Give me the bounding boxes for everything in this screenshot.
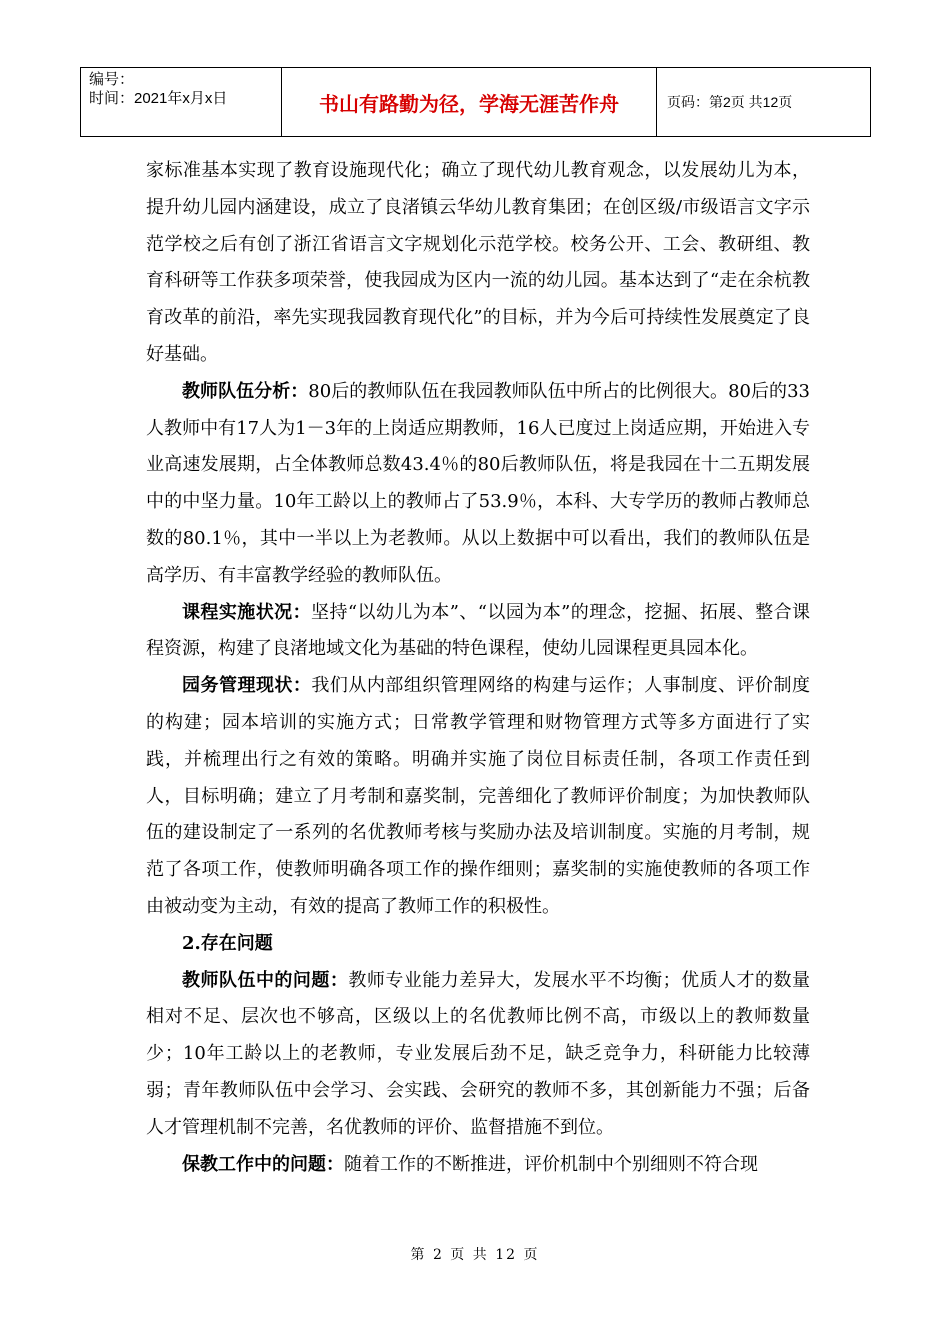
- header-page-number: 页码：第2页 共12页: [667, 94, 793, 110]
- paragraph-text: 坚持“以幼儿为本”、“以园为本”的理念，挖掘、拓展、整合课程资源，构建了良渚地域文化为基础的特色课程，使幼儿园课程更具园本化。: [146, 601, 811, 660]
- header-meta: [81, 68, 282, 136]
- paragraph-text: 家标准基本实现了教育设施现代化；确立了现代幼儿教育观念，以发展幼儿为本，提升幼儿园内涵建设，成立了良渚镇云华幼儿教育集团；在创区级/市级语言文字示范学校之后有创了浙江省语言文字规划化示范学校。校务公开、工会、教研组、教育科研等工作获多项荣誉，使我园成为区内一流的幼儿园。基本达到了“走在余杭教育改革的前沿，率先实现我园教育现代化”的目标，并为今后可持续性发展奠定了良好基础。: [146, 160, 810, 365]
- paragraph-teacher-problems: [146, 963, 810, 1147]
- paragraph-text: 教师专业能力差异大，发展水平不均衡；优质人才的数量相对不足、层次也不够高，区级以上的名优教师比例不高，市级以上的教师数量少；10年工龄以上的老教师，专业发展后劲不足，缺乏竞争力，科研能力比较薄弱；青年教师队伍中会学习、会实践、会研究的教师不多，其创新能力不强；后备人才管理机制不完善，名优教师的评价、监督措施不到位。: [146, 969, 811, 1138]
- document-date-label: 时间：2021年x月x日: [89, 90, 228, 107]
- paragraph-text: 随着工作的不断推进，评价机制中个别细则不符合现: [344, 1153, 758, 1175]
- paragraph-heading: 保教工作中的问题：: [182, 1153, 344, 1175]
- paragraph-heading: 园务管理现状：: [182, 675, 312, 697]
- section-heading-problems: [146, 926, 810, 963]
- paragraph-heading: 教师队伍中的问题：: [182, 969, 349, 991]
- section-heading: 2.存在问题: [182, 932, 273, 954]
- paragraph-care-problems: [146, 1147, 810, 1184]
- document-number-label: 编号：: [89, 71, 135, 88]
- paragraph-teacher-analysis: [146, 374, 810, 595]
- paragraph-text: 我们从内部组织管理网络的构建与运作；人事制度、评价制度的构建；园本培训的实施方式；日常教学管理和财物管理方式等多方面进行了实践，并梳理出行之有效的策略。明确并实施了岗位目标责任制，各项工作责任到人，目标明确；建立了月考制和嘉奖制，完善细化了教师评价制度；为加快教师队伍的建设制定了一系列的名优教师考核与奖励办法及培训制度。实施的月考制，规范了各项工作，使教师明确各项工作的操作细则；嘉奖制的实施使教师的各项工作由被动变为主动，有效的提高了教师工作的积极性。: [146, 675, 811, 917]
- paragraph-management: [146, 668, 810, 926]
- paragraph-heading: 课程实施状况：: [182, 601, 312, 623]
- paragraph-text: 80后的教师队伍在我园教师队伍中所占的比例很大。80后的33人教师中有17人为1－3年的上岗适应期教师，16人已度过上岗适应期，开始进入专业高速发展期，占全体教师总数43.4％的80后教师队伍，将是我园在十二五期发展中的中坚力量。10年工龄以上的教师占了53.9％，本科、大专学历的教师占教师总数的80.1％，其中一半以上为老教师。从以上数据中可以看出，我们的教师队伍是高学历、有丰富教学经验的教师队伍。: [146, 380, 811, 586]
- document-header: [80, 67, 871, 137]
- paragraph-continued: [146, 153, 810, 374]
- header-motto: 书山有路勤为径，学海无涯苦作舟: [282, 68, 657, 136]
- document-body: [146, 153, 810, 1183]
- paragraph-heading: 教师队伍分析：: [182, 380, 309, 402]
- page-footer: 第 2 页 共 12 页: [410, 1247, 540, 1263]
- paragraph-curriculum: [146, 595, 810, 669]
